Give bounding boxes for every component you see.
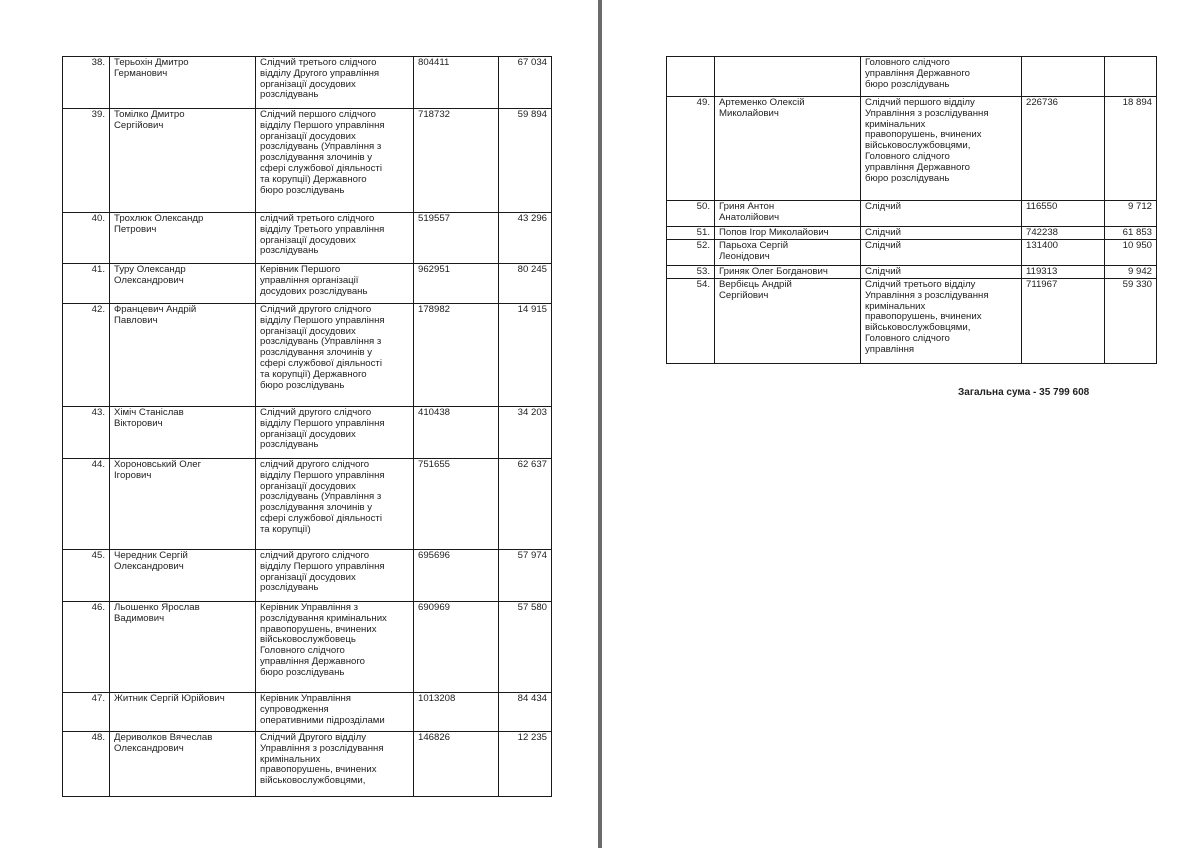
employee-code: 804411 — [414, 57, 499, 109]
table-row — [667, 97, 1157, 201]
row-number: 53. — [667, 266, 715, 279]
row-number: 51. — [667, 227, 715, 240]
employee-name: Томілко Дмитро Сергійович — [110, 109, 256, 213]
page-divider — [598, 0, 602, 848]
employee-position: Керівник Управління супроводження оперативними підрозділами — [256, 693, 414, 732]
row-number: 48. — [63, 732, 110, 797]
employee-position: Слідчий — [861, 266, 1022, 279]
employee-position: слідчий другого слідчого відділу Першого управління організації досудових розслідувань (Управління з розслідування злочинів у сфері службової діяльності та корупції) — [256, 459, 414, 550]
payment-amount: 67 034 — [499, 57, 552, 109]
employee-position: Керівник Першого управління організації досудових розслідувань — [256, 264, 414, 304]
employee-code: 718732 — [414, 109, 499, 213]
employee-name: Гриняк Олег Богданович — [715, 266, 861, 279]
employee-code: 690969 — [414, 602, 499, 693]
table-row — [63, 602, 552, 693]
table-row — [667, 227, 1157, 240]
employee-code: 178982 — [414, 304, 499, 407]
employee-position: Слідчий першого відділу Управління з розслідування кримінальних правопорушень, вчинених військовослужбовцями, Головного слідчого управління Державного бюро розслідувань — [861, 97, 1022, 201]
row-number: 52. — [667, 240, 715, 266]
employee-name: Трохлюк Олександр Петрович — [110, 213, 256, 264]
row-number: 44. — [63, 459, 110, 550]
employee-code: 1013208 — [414, 693, 499, 732]
employee-name: Попов Ігор Миколайович — [715, 227, 861, 240]
row-number: 49. — [667, 97, 715, 201]
payment-amount: 59 894 — [499, 109, 552, 213]
row-number: 54. — [667, 279, 715, 364]
table-row — [63, 213, 552, 264]
payment-amount: 59 330 — [1105, 279, 1157, 364]
employee-position: Слідчий третього слідчого відділу Другого управління організації досудових розслідувань — [256, 57, 414, 109]
employee-code: 146826 — [414, 732, 499, 797]
table-row — [667, 240, 1157, 266]
employee-code: 226736 — [1022, 97, 1105, 201]
table-row — [667, 279, 1157, 364]
employee-code: 742238 — [1022, 227, 1105, 240]
employee-position: слідчий третього слідчого відділу Третього управління організації досудових розслідувань — [256, 213, 414, 264]
employee-code: 131400 — [1022, 240, 1105, 266]
employee-name — [715, 57, 861, 97]
payment-amount: 84 434 — [499, 693, 552, 732]
row-number: 39. — [63, 109, 110, 213]
row-number: 50. — [667, 201, 715, 227]
employee-position: Головного слідчого управління Державного бюро розслідувань — [861, 57, 1022, 97]
employee-table-right — [666, 56, 1157, 364]
employee-name: Льошенко Ярослав Вадимович — [110, 602, 256, 693]
employee-name: Терьохін Дмитро Германович — [110, 57, 256, 109]
row-number: 42. — [63, 304, 110, 407]
employee-name: Дериволков Вячеслав Олександрович — [110, 732, 256, 797]
employee-name: Парьоха Сергій Леонідович — [715, 240, 861, 266]
payment-amount: 9 712 — [1105, 201, 1157, 227]
payment-amount: 43 296 — [499, 213, 552, 264]
table-row — [63, 264, 552, 304]
payment-amount: 14 915 — [499, 304, 552, 407]
employee-name: Хіміч Станіслав Вікторович — [110, 407, 256, 459]
employee-name: Артеменко Олексій Миколайович — [715, 97, 861, 201]
payment-amount: 18 894 — [1105, 97, 1157, 201]
employee-name: Гриня Антон Анатолійович — [715, 201, 861, 227]
grand-total: Загальна сума - 35 799 608 — [958, 387, 1090, 398]
table-row — [63, 732, 552, 797]
table-row — [63, 109, 552, 213]
employee-position: Слідчий другого слідчого відділу Першого управління організації досудових розслідувань — [256, 407, 414, 459]
employee-table-left — [62, 56, 552, 797]
payment-amount: 80 245 — [499, 264, 552, 304]
employee-name: Хороновський Олег Ігорович — [110, 459, 256, 550]
payment-amount: 12 235 — [499, 732, 552, 797]
employee-code: 119313 — [1022, 266, 1105, 279]
row-number: 46. — [63, 602, 110, 693]
employee-position: слідчий другого слідчого відділу Першого управління організації досудових розслідувань — [256, 550, 414, 602]
employee-position: Слідчий другого слідчого відділу Першого управління організації досудових розслідувань (Управління з розслідування злочинів у сфері службової діяльності та корупції) Державного бюро розслідувань — [256, 304, 414, 407]
employee-position: Слідчий — [861, 201, 1022, 227]
row-number: 47. — [63, 693, 110, 732]
employee-position: Слідчий — [861, 240, 1022, 266]
row-number: 43. — [63, 407, 110, 459]
employee-code: 519557 — [414, 213, 499, 264]
table-row — [63, 459, 552, 550]
row-number — [667, 57, 715, 97]
employee-name: Туру Олександр Олександрович — [110, 264, 256, 304]
employee-name: Францевич Андрій Павлович — [110, 304, 256, 407]
employee-position: Керівник Управління з розслідування кримінальних правопорушень, вчинених військовослужбовець Головного слідчого управління Державного бюро розслідувань — [256, 602, 414, 693]
employee-code: 751655 — [414, 459, 499, 550]
payment-amount: 10 950 — [1105, 240, 1157, 266]
payment-amount: 62 637 — [499, 459, 552, 550]
payment-amount — [1105, 57, 1157, 97]
employee-code — [1022, 57, 1105, 97]
row-number: 38. — [63, 57, 110, 109]
row-number: 45. — [63, 550, 110, 602]
employee-code: 695696 — [414, 550, 499, 602]
row-number: 40. — [63, 213, 110, 264]
employee-code: 711967 — [1022, 279, 1105, 364]
employee-position: Слідчий третього відділу Управління з розслідування кримінальних правопорушень, вчинених військовослужбовцями, Головного слідчого управління — [861, 279, 1022, 364]
employee-position: Слідчий першого слідчого відділу Першого управління організації досудових розслідувань (Управління з розслідування злочинів у сфері службової діяльності та корупції) Державного бюро розслідувань — [256, 109, 414, 213]
employee-position: Слідчий — [861, 227, 1022, 240]
employee-code: 410438 — [414, 407, 499, 459]
table-row — [63, 550, 552, 602]
employee-position: Слідчий Другого відділу Управління з розслідування кримінальних правопорушень, вчинених військовослужбовцями, — [256, 732, 414, 797]
table-row — [667, 201, 1157, 227]
table-row — [667, 57, 1157, 97]
employee-code: 962951 — [414, 264, 499, 304]
employee-name: Чередник Сергій Олександрович — [110, 550, 256, 602]
document-page-left — [0, 0, 598, 848]
payment-amount: 34 203 — [499, 407, 552, 459]
employee-name: Житник Сергій Юрійович — [110, 693, 256, 732]
table-row — [63, 407, 552, 459]
row-number: 41. — [63, 264, 110, 304]
table-row — [63, 693, 552, 732]
table-row — [667, 266, 1157, 279]
employee-name: Вербієць Андрій Сергійович — [715, 279, 861, 364]
employee-code: 116550 — [1022, 201, 1105, 227]
payment-amount: 9 942 — [1105, 266, 1157, 279]
table-row — [63, 304, 552, 407]
payment-amount: 61 853 — [1105, 227, 1157, 240]
table-row — [63, 57, 552, 109]
payment-amount: 57 974 — [499, 550, 552, 602]
payment-amount: 57 580 — [499, 602, 552, 693]
